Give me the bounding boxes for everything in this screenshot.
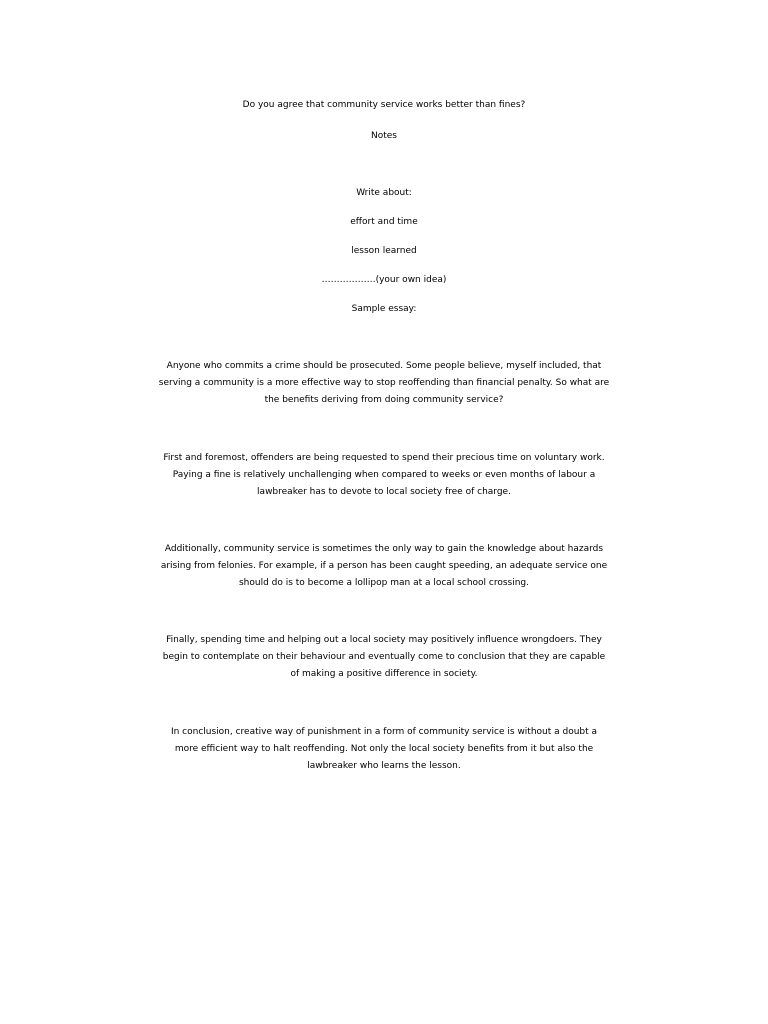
paragraph-line: serving a community is a more effective way to stop reoffending than financial penalty. So what are: [158, 378, 610, 388]
essay-paragraph-additionally: [0, 541, 768, 592]
paragraph-line: begin to contemplate on their behaviour and eventually come to conclusion that they are capable: [162, 652, 606, 662]
paragraph-line: In conclusion, creative way of punishment in a form of community service is without a doubt a: [170, 727, 598, 737]
essay-question: Do you agree that community service works better than fines?: [242, 100, 526, 110]
point-item: ………………(your own idea): [321, 275, 447, 285]
essay-paragraph-finally: [0, 632, 768, 683]
paragraph-line: Finally, spending time and helping out a local society may positively influence wrongdoers. They: [166, 635, 602, 645]
paragraph-line: Paying a fine is relatively unchallenging when compared to weeks or even months of labour a: [172, 470, 596, 480]
point-item: lesson learned: [351, 246, 417, 256]
paragraph-line: Anyone who commits a crime should be prosecuted. Some people believe, myself included, that: [166, 361, 602, 371]
paragraph-line: should do is to become a lollipop man at a local school crossing.: [238, 578, 530, 588]
paragraph-line: First and foremost, offenders are being requested to spend their precious time on voluntary work.: [163, 453, 605, 463]
paragraph-line: arising from felonies. For example, if a person has been caught speeding, an adequate service one: [160, 561, 608, 571]
paragraph-line: Additionally, community service is sometimes the only way to gain the knowledge about hazards: [164, 544, 604, 554]
point-item: effort and time: [350, 217, 418, 227]
paragraph-line: more efficient way to halt reoffending. Not only the local society benefits from it but also the: [174, 744, 594, 754]
paragraph-line: lawbreaker has to devote to local society free of charge.: [257, 487, 511, 497]
essay-paragraph-first: [0, 450, 768, 501]
sample-essay-heading: Sample essay:: [351, 304, 417, 314]
essay-paragraph-conclusion: [0, 724, 768, 775]
paragraph-line: lawbreaker who learns the lesson.: [307, 761, 461, 771]
notes-heading: Notes: [371, 131, 397, 141]
essay-paragraph-intro: [0, 358, 768, 409]
write-about-heading: Write about:: [356, 188, 412, 198]
paragraph-line: of making a positive difference in society.: [290, 669, 478, 679]
paragraph-line: the benefits deriving from doing community service?: [264, 395, 504, 405]
